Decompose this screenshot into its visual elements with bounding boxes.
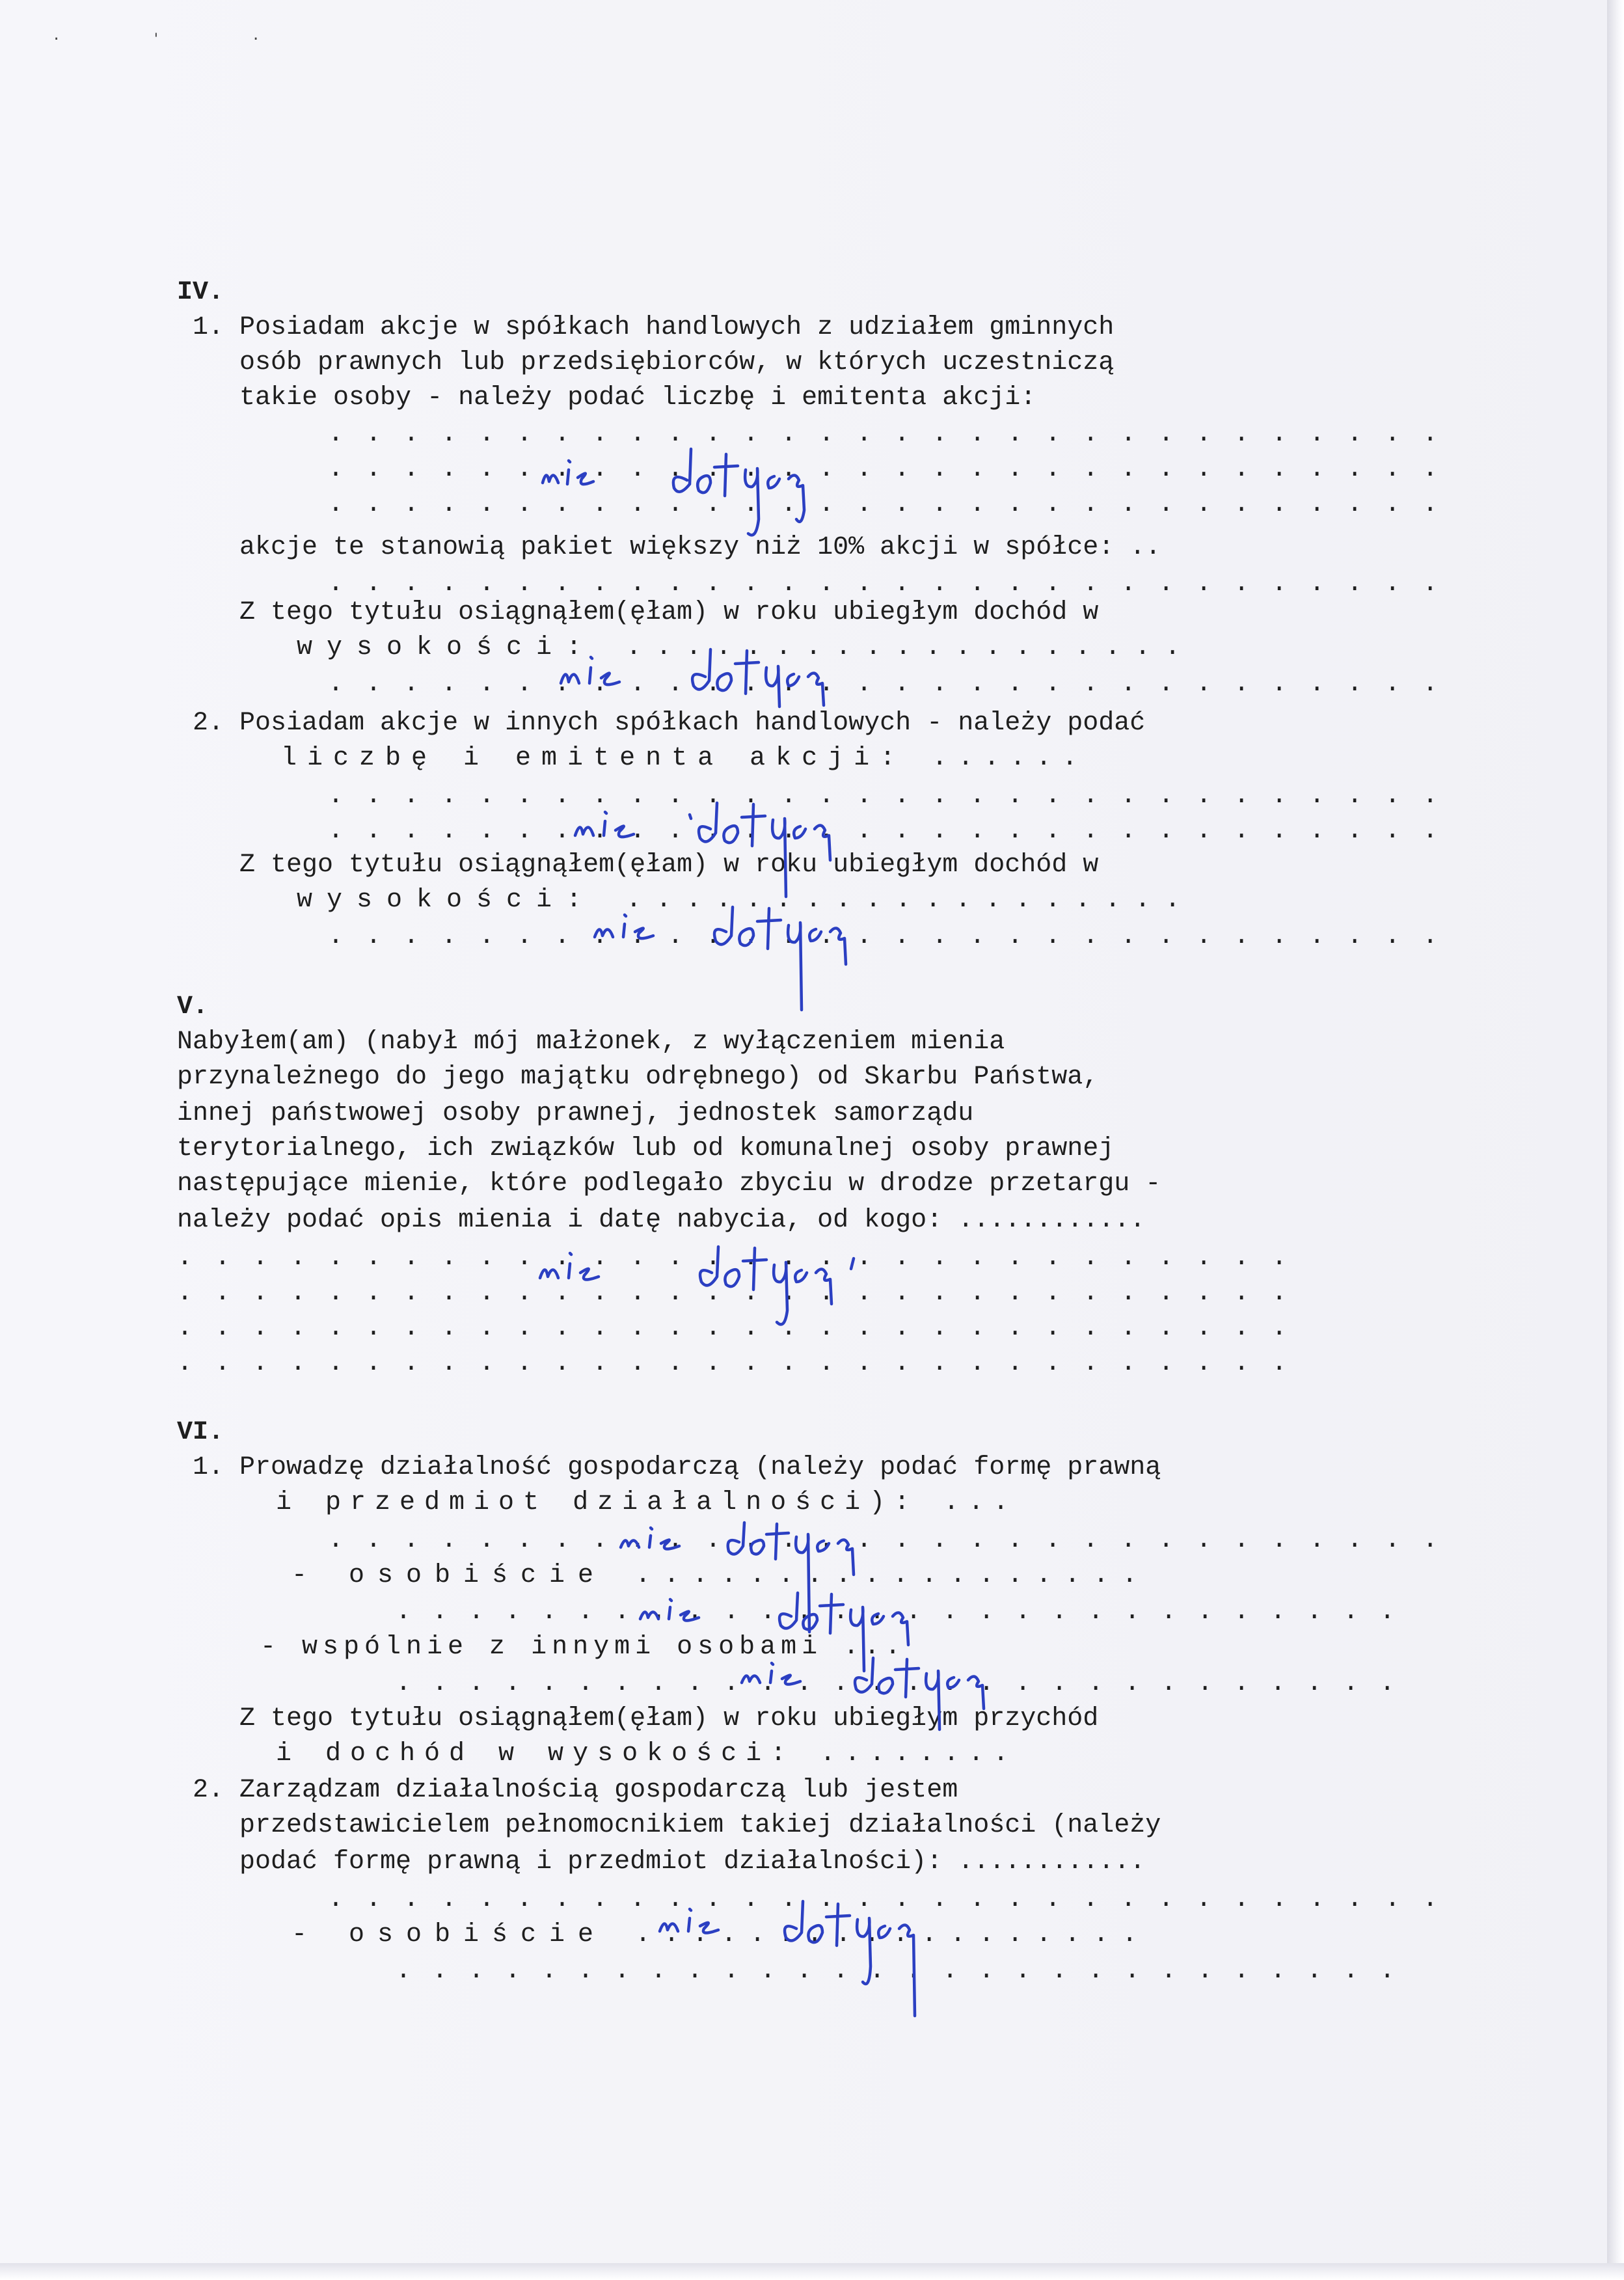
iv-dots-7: .............................. — [177, 817, 1461, 846]
vi-item1-dochod-line2: i dochód w wysokości: ........ — [177, 1739, 1018, 1769]
v-line6: należy podać opis mienia i datę nabycia, od kogo: ............ — [177, 1206, 1146, 1235]
v-dots-1: .............................. — [177, 1243, 1310, 1273]
iv-dots-1: .............................. — [177, 420, 1461, 449]
iv-item1-line3: takie osoby - należy podać liczbę i emitenta akcji: — [177, 383, 1036, 413]
section-iv-heading: IV. — [177, 278, 224, 307]
section-v-heading: V. — [177, 992, 209, 1022]
vi-item2-line2: przedstawicielem pełnomocnikiem takiej działalności (należy — [177, 1811, 1161, 1840]
handwriting-nie-dotyczy-5 — [537, 1239, 941, 1340]
vi-dots-2: ............................ — [177, 1597, 1416, 1627]
v-line4: terytorialnego, ich związków lub od komunalnej osoby prawnej — [177, 1134, 1115, 1163]
vi-item2-line3: podać formę prawną i przedmiot działalności): ............ — [177, 1847, 1146, 1877]
page-edge-bottom — [0, 2263, 1624, 2280]
vi-dots-4: .............................. — [177, 1885, 1461, 1914]
vi-item1-line2: i przedmiot działalności): ... — [177, 1488, 1018, 1517]
vi-osobiscie-2: - osobiście .................. — [177, 1920, 1151, 1949]
handwriting-nie-dotyczy-2 — [558, 644, 923, 719]
v-dots-4: .............................. — [177, 1349, 1310, 1378]
section-vi-heading: VI. — [177, 1418, 224, 1447]
iv-item1-line1: 1. Posiadam akcje w spółkach handlowych z udziałem gminnych — [177, 313, 1115, 342]
vi-osobiscie: - osobiście .................. — [177, 1561, 1151, 1590]
iv-item2-dochod-line1: Z tego tytułu osiągnąłem(ęłam) w roku ubiegłym dochód w — [177, 850, 1099, 880]
v-line2: przynależnego do jego majątku odrębnego) od Skarbu Państwa, — [177, 1063, 1099, 1092]
vi-dots-5: ............................ — [177, 1957, 1416, 1986]
vi-dots-3: ............................ — [177, 1669, 1416, 1698]
iv-dots-5: .............................. — [177, 670, 1461, 699]
v-dots-2: .............................. — [177, 1279, 1310, 1308]
vi-item1-line1: 1. Prowadzę działalność gospodarczą (należy podać formę prawną — [177, 1453, 1161, 1482]
iv-item2-line2: liczbę i emitenta akcji: ...... — [177, 744, 1089, 773]
iv-item2-line1: 2. Posiadam akcje w innych spółkach handlowych - należy podać — [177, 709, 1146, 738]
iv-dots-2: .............................. — [177, 455, 1461, 484]
v-line1: Nabyłem(am) (nabył mój małżonek, z wyłączeniem mienia — [177, 1027, 1005, 1057]
vi-wspolnie: - wspólnie z innymi osobami ... — [177, 1633, 906, 1662]
iv-item1-dochod-line2: wysokości: ................... — [177, 633, 1195, 662]
iv-dots-3: .............................. — [177, 490, 1461, 519]
iv-item1-pakiet: akcje te stanowią pakiet większy niż 10% akcji w spółce: .. — [177, 533, 1161, 562]
handwriting-nie-dotyczy-3 — [573, 799, 937, 906]
v-dots-3: .............................. — [177, 1314, 1310, 1343]
handwriting-nie-dotyczy-8 — [739, 1658, 1077, 1739]
scan-specks: ·'· — [52, 31, 351, 48]
handwriting-nie-dotyczy-1 — [540, 442, 904, 563]
iv-dots-8: .............................. — [177, 922, 1461, 951]
vi-dots-1: .............................. — [177, 1526, 1461, 1555]
v-line5: następujące mienie, które podlegało zbyciu w drodze przetargu - — [177, 1169, 1161, 1199]
vi-item1-dochod-line1: Z tego tytułu osiągnąłem(ęłam) w roku ubiegłym przychód — [177, 1704, 1099, 1733]
handwriting-nie-dotyczy-4 — [592, 906, 956, 1020]
iv-item1-line2: osób prawnych lub przedsiębiorców, w których uczestniczą — [177, 348, 1115, 377]
iv-item1-dochod-line1: Z tego tytułu osiągnąłem(ęłam) w roku ubiegłym dochód w — [177, 598, 1099, 627]
iv-dots-4: .............................. — [177, 569, 1461, 599]
handwriting-nie-dotyczy-9 — [657, 1892, 1022, 2026]
page-edge-right — [1607, 0, 1624, 2280]
vi-item2-line1: 2. Zarządzam działalnością gospodarczą lub jestem — [177, 1776, 958, 1805]
iv-item2-dochod-line2: wysokości: ................... — [177, 886, 1195, 915]
v-line3: innej państwowej osoby prawnej, jednostek samorządu — [177, 1099, 974, 1128]
iv-dots-6: .............................. — [177, 781, 1461, 811]
